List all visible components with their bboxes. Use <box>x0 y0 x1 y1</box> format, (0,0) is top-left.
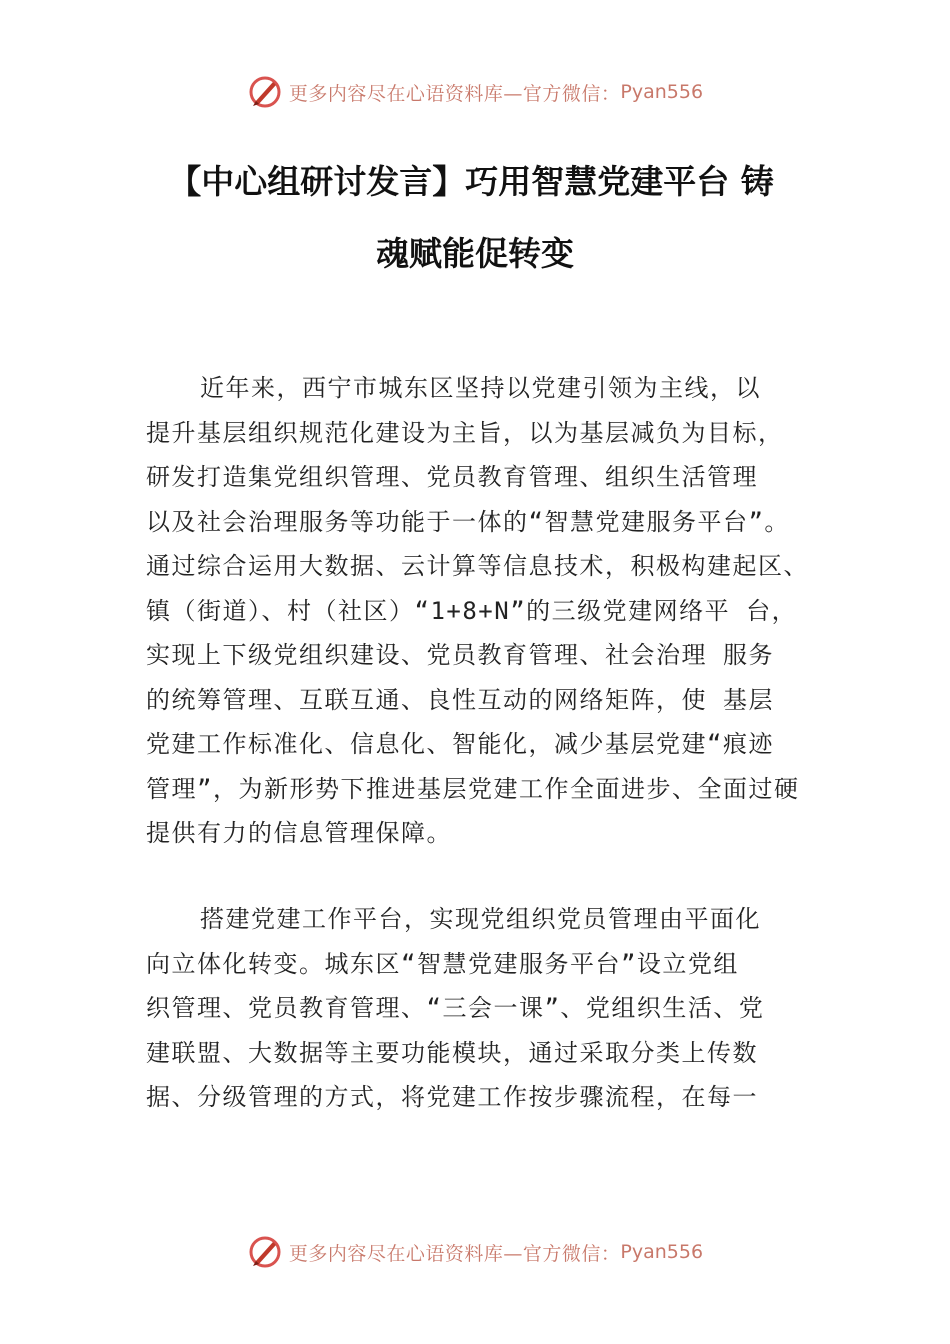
header-banner <box>0 72 950 112</box>
paragraph-line: 织管理、党员教育管理、“三会一课”、党组织生活、党 <box>146 994 765 1022</box>
banner-text: 更多内容尽在心语资料库—官方微信： <box>288 1242 621 1265</box>
paragraph-line: 研发打造集党组织管理、党员教育管理、组织生活管理 <box>146 463 758 491</box>
paragraph-line: 以及社会治理服务等功能于一体的“智慧党建服务平台”。 <box>146 507 790 536</box>
paragraph-line: 搭建党建工作平台，实现党组织党员管理由平面化 <box>200 905 761 933</box>
paragraph-1 <box>146 366 846 856</box>
banner-text: 更多内容尽在心语资料库—官方微信： <box>288 82 621 105</box>
paragraph-line: 镇（街道）、村（社区）“1+8+N”的三级党建网络平 台， <box>146 596 798 625</box>
document-title-line-1: 【中心组研讨发言】巧用智慧党建平台 铸 <box>168 162 774 201</box>
banner-wechat-id: Pyan556 <box>620 1241 704 1263</box>
document-title-line-2: 魂赋能促转变 <box>376 234 574 273</box>
paragraph-line: 的统筹管理、互联互通、良性互动的网络矩阵，使 基层 <box>146 685 774 714</box>
paragraph-line: 据、分级管理的方式，将党建工作按步骤流程，在每一 <box>146 1083 758 1111</box>
footer-banner <box>0 1232 950 1272</box>
paragraph-line: 提供有力的信息管理保障。 <box>146 819 452 847</box>
pen-logo-icon <box>247 74 283 110</box>
paragraph-line: 近年来，西宁市城东区坚持以党建引领为主线，以 <box>200 374 761 402</box>
paragraph-line: 实现上下级党组织建设、党员教育管理、社会治理 服务 <box>146 641 774 669</box>
paragraph-line: 提升基层组织规范化建设为主旨，以为基层减负为目标， <box>146 418 784 447</box>
paragraph-2 <box>146 897 846 1120</box>
paragraph-line: 管理”，为新形势下推进基层党建工作全面进步、全面过硬 <box>146 774 800 803</box>
pen-logo-icon <box>247 1234 283 1270</box>
paragraph-line: 党建工作标准化、信息化、智能化，减少基层党建“痕迹 <box>146 730 774 758</box>
paragraph-line: 向立体化转变。城东区“智慧党建服务平台”设立党组 <box>146 949 739 978</box>
paragraph-line: 建联盟、大数据等主要功能模块，通过采取分类上传数 <box>146 1038 758 1067</box>
banner-wechat-id: Pyan556 <box>620 81 704 103</box>
paragraph-line: 通过综合运用大数据、云计算等信息技术，积极构建起区、 <box>146 552 809 580</box>
